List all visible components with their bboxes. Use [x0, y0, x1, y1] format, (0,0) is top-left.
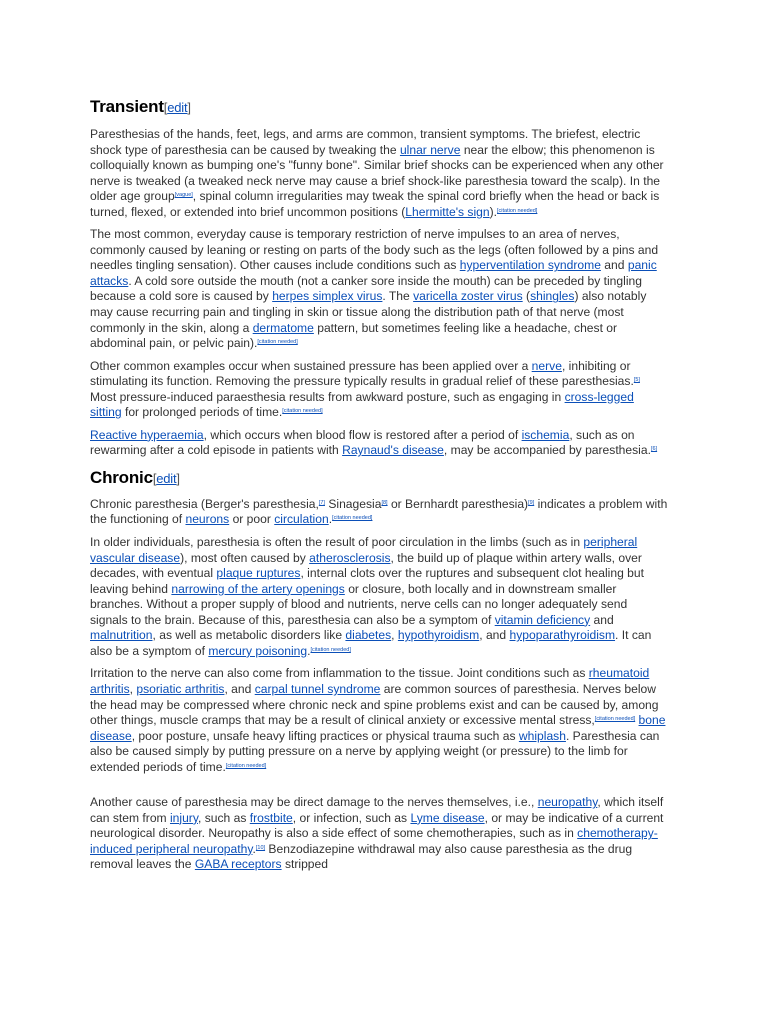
- text: . The: [382, 289, 414, 304]
- reference-link[interactable]: [7]: [318, 499, 325, 506]
- vague-tag-link[interactable]: [vague]: [174, 192, 193, 199]
- edit-section-link[interactable]: edit: [167, 100, 188, 115]
- article-link[interactable]: circulation: [274, 512, 329, 527]
- article-link[interactable]: malnutrition: [90, 628, 153, 643]
- edit-section-link-wrapper: [edit]: [152, 470, 180, 486]
- article-link[interactable]: psoriatic arthritis: [136, 681, 225, 696]
- paragraph: [90, 428, 668, 459]
- text: (: [522, 289, 531, 304]
- article-link[interactable]: narrowing of the artery openings: [171, 581, 345, 596]
- reference-link[interactable]: [10]: [255, 844, 266, 851]
- article-link[interactable]: whiplash: [518, 728, 566, 743]
- article-link[interactable]: chemotherapy-induced peripheral neuropathy: [90, 826, 658, 856]
- text: stripped: [281, 857, 328, 872]
- article-link[interactable]: injury: [169, 810, 198, 825]
- text: , poor posture, unsafe heavy lifting practices or physical trauma such as: [131, 728, 519, 743]
- citation-needed-link[interactable]: [citation needed]: [332, 515, 373, 522]
- reference-link[interactable]: [6]: [650, 446, 658, 453]
- text: Other common examples occur when sustained pressure has been applied over a: [90, 358, 532, 373]
- article-link[interactable]: neurons: [185, 512, 230, 527]
- text: and: [600, 258, 628, 273]
- article-link[interactable]: varicella zoster virus: [413, 289, 523, 304]
- article-link[interactable]: Lhermitte's sign: [405, 204, 490, 219]
- text: Paresthesias of the hands, feet, legs, and arms are common, transient symptoms. The briefest, electric shock type of paresthesia can be caused by tweaking the: [90, 127, 641, 157]
- text: near the elbow; this phenomenon is colloquially known as bumping one's "funny bone". Similar brief shocks can be experienced when any other nerve is tweaked (a tweaked neck nerve may cause a brief shock-like paresthesia toward the scalp). In the older age group: [90, 142, 664, 204]
- article-link[interactable]: ischemia: [521, 427, 570, 442]
- text: .: [307, 643, 311, 658]
- text: or poor: [229, 512, 275, 527]
- text: , spinal column irregularities may tweak the spinal cord briefly when the head or back is turned, flexed, or extended into brief uncommon positions (: [90, 189, 660, 219]
- text: The most common, everyday cause is temporary restriction of nerve impulses to an area of nerves, commonly caused by leaning or resting on parts of the body such as the legs (often followed by a pins and needles tingling sensation). Other causes include conditions such as: [90, 227, 659, 273]
- text: . A cold sore outside the mouth (not a canker sore inside the mouth) can be preceded by tingling because a cold sore is caused by: [90, 273, 642, 304]
- text: .: [328, 512, 333, 527]
- text: , which occurs when blood flow is restored after a period of: [203, 427, 522, 442]
- article-link[interactable]: peripheral vascular disease: [90, 535, 638, 565]
- text: are common sources of paresthesia. Nerves below the head may be compressed where chronic neck and spine problems exist and can be caused by, among other things, muscle cramps that may be a result of clinical anxiety or excessive mental stress,: [90, 681, 659, 728]
- reference-link[interactable]: [5]: [633, 377, 640, 384]
- article-link[interactable]: frostbite: [249, 810, 293, 825]
- article-link[interactable]: diabetes: [345, 628, 392, 643]
- article-link[interactable]: GABA receptors: [194, 857, 282, 872]
- article-link[interactable]: rheumatoid arthritis: [90, 666, 650, 696]
- citation-needed-link[interactable]: [citation needed]: [225, 762, 267, 769]
- text: . Paresthesia can also be caused simply by putting pressure on a nerve by applying weight (or pressure) to the limb for extended periods of time.: [90, 728, 660, 774]
- edit-section-link-wrapper: [edit]: [163, 100, 191, 115]
- article-link[interactable]: ulnar nerve: [399, 142, 461, 157]
- reference-link[interactable]: [9]: [528, 499, 535, 506]
- citation-needed-link[interactable]: [citation needed]: [497, 207, 538, 214]
- article-link[interactable]: carpal tunnel syndrome: [254, 681, 381, 696]
- text: . It can also be a symptom of: [90, 628, 652, 658]
- article-link[interactable]: dermatome: [252, 320, 314, 335]
- paragraph: [90, 535, 668, 659]
- text: Benzodiazepine withdrawal may also cause paresthesia as the drug removal leaves the: [90, 841, 633, 872]
- text: or Bernhardt paresthesia): [387, 496, 529, 511]
- text: , such as on rewarming after a cold episode in patients with: [90, 427, 635, 458]
- paragraph: [90, 359, 668, 421]
- text: ,: [391, 628, 398, 643]
- text: Most pressure-induced paraesthesia results from awkward posture, such as engaging in: [90, 389, 565, 404]
- text: Another cause of paresthesia may be direct damage to the nerves themselves, i.e.,: [90, 795, 538, 810]
- text: or closure, both locally and in downstream smaller branches. Without a proper supply of blood and nutrients, nerve cells can no longer adequately send signals to the brain. Because of this, paresthesia can also be a symptom of: [90, 581, 628, 627]
- edit-section-link[interactable]: edit: [156, 470, 177, 486]
- heading-title: Transient: [90, 97, 164, 116]
- section-heading-transient: [90, 96, 668, 119]
- text: Sinagesia: [324, 496, 382, 511]
- heading-title: Chronic: [90, 467, 153, 487]
- text: , such as: [198, 810, 250, 825]
- article-link[interactable]: Raynaud's disease: [342, 443, 444, 458]
- text: , internal clots over the ruptures and subsequent clot healing but leaving behind: [90, 566, 644, 596]
- text: and: [590, 612, 614, 627]
- article-link[interactable]: Lyme disease: [410, 810, 485, 825]
- text: , or may be indicative of a current neurological disorder. Neuropathy is also a side effect of some chemotherapies, such as in: [90, 810, 664, 841]
- paragraph: [90, 795, 668, 873]
- citation-needed-link[interactable]: [citation needed]: [257, 339, 298, 346]
- paragraph: [90, 127, 668, 220]
- text: , and: [479, 628, 510, 643]
- article-link[interactable]: hyperventilation syndrome: [459, 258, 601, 273]
- text: , or infection, such as: [292, 810, 411, 825]
- article-link[interactable]: cross-legged sitting: [90, 389, 634, 420]
- article-link[interactable]: panic attacks: [90, 258, 657, 288]
- article-link[interactable]: hypoparathyroidism: [509, 628, 616, 643]
- text: ), most often caused by: [180, 550, 310, 565]
- reference-link[interactable]: [8]: [381, 499, 388, 506]
- citation-needed-link[interactable]: [citation needed]: [282, 408, 323, 415]
- citation-needed-link[interactable]: [citation needed]: [310, 646, 351, 653]
- text: indicates a problem with the functioning of: [90, 496, 668, 527]
- article-link[interactable]: Reactive hyperaemia: [90, 427, 204, 442]
- article-link[interactable]: atherosclerosis: [309, 550, 391, 565]
- text: .: [252, 841, 256, 856]
- article-link[interactable]: herpes simplex virus: [272, 289, 383, 304]
- text: , may be accompanied by paresthesia.: [443, 443, 651, 458]
- text: ).: [489, 204, 498, 219]
- text: Chronic paresthesia (Berger's paresthesia,: [90, 496, 319, 511]
- text: In older individuals, paresthesia is often the result of poor circulation in the limbs (such as in: [90, 535, 584, 550]
- text: , as well as metabolic disorders like: [152, 628, 346, 643]
- section-heading-chronic: [90, 467, 668, 490]
- paragraph: [90, 227, 668, 351]
- article-link[interactable]: bone disease: [90, 713, 666, 743]
- article-link[interactable]: mercury poisoning: [208, 643, 308, 658]
- text: Irritation to the nerve can also come from inflammation to the tissue. Joint conditions such as: [90, 666, 589, 681]
- text: , the build up of plaque within artery walls, over decades, with eventual: [90, 550, 642, 581]
- article-content: [90, 96, 668, 873]
- article-link[interactable]: vitamin deficiency: [494, 612, 591, 627]
- text: ,: [129, 681, 137, 696]
- article-link[interactable]: plaque ruptures: [216, 566, 301, 581]
- article-link[interactable]: hypothyroidism: [397, 628, 480, 643]
- article-link[interactable]: neuropathy: [537, 795, 598, 810]
- text: pattern, but sometimes feeling like a headache, chest or abdominal pain, or pelvic pain).: [90, 320, 618, 351]
- text: , and: [224, 681, 255, 696]
- text: ) also notably may cause recurring pain and tingling in skin or tissue along the distribution path of that nerve (most commonly in the skin, along a: [90, 289, 647, 335]
- text: , inhibiting or stimulating its function. Removing the pressure typically results in gradual relief of these paresthesias.: [90, 358, 634, 389]
- citation-needed-link[interactable]: [citation needed]: [594, 716, 636, 723]
- paragraph: [90, 497, 668, 528]
- paragraph: [90, 666, 668, 775]
- article-link[interactable]: shingles: [530, 289, 575, 304]
- text: for prolonged periods of time.: [121, 405, 283, 420]
- article-link[interactable]: nerve: [531, 358, 562, 373]
- text: , which itself can stem from: [90, 795, 664, 825]
